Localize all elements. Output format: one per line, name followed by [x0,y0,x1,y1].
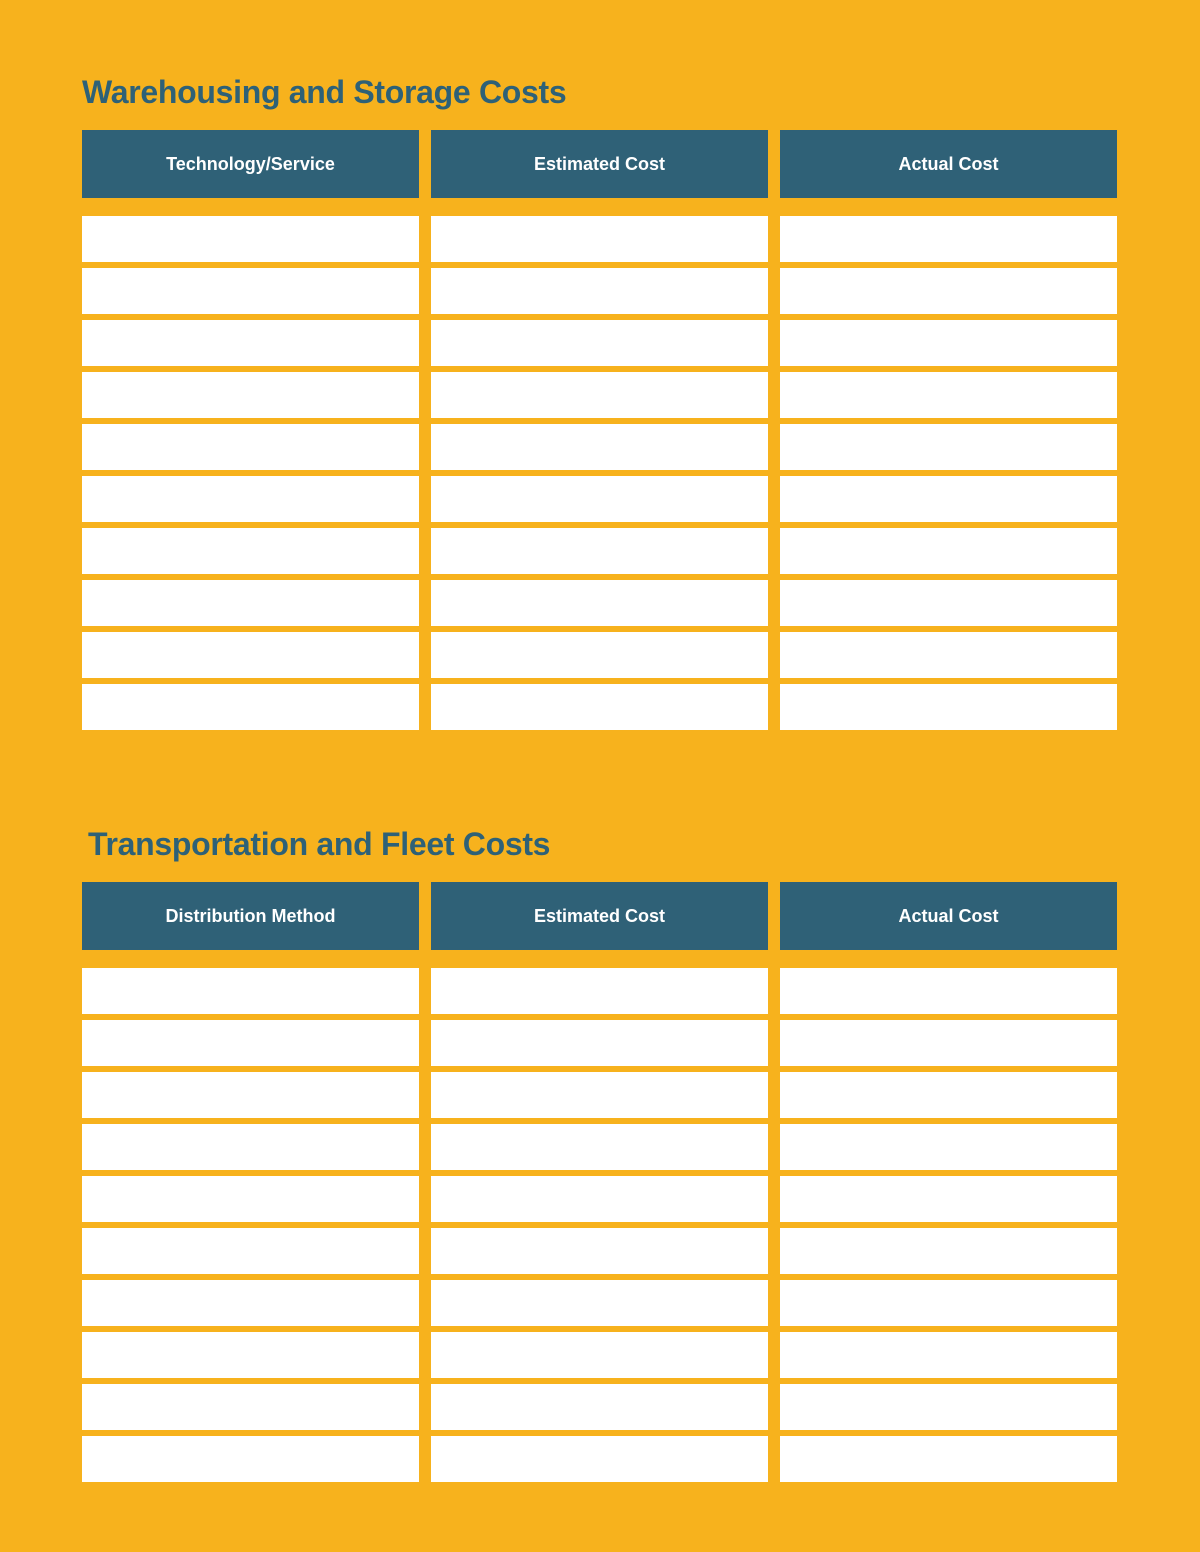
warehousing-table [82,130,1118,730]
table-cell[interactable] [82,1332,419,1378]
table-cell[interactable] [431,476,768,522]
column-header-actual-cost: Actual Cost [780,882,1117,950]
table-cell[interactable] [431,268,768,314]
table-cell[interactable] [82,216,419,262]
table-cell[interactable] [780,632,1117,678]
column-header-estimated-cost: Estimated Cost [431,130,768,198]
table-cell[interactable] [431,528,768,574]
table-column-body [780,216,1117,730]
table-cell[interactable] [431,1176,768,1222]
table-cell[interactable] [82,476,419,522]
table-cell[interactable] [780,1124,1117,1170]
table-cell[interactable] [780,1384,1117,1430]
table-cell[interactable] [431,1332,768,1378]
section-title: Transportation and Fleet Costs [88,826,551,862]
table-column-body [780,968,1117,1482]
table-cell[interactable] [431,1384,768,1430]
table-cell[interactable] [82,968,419,1014]
table-cell[interactable] [780,1228,1117,1274]
column-header-technology-service: Technology/Service [82,130,419,198]
table-cell[interactable] [82,1436,419,1482]
table-cell[interactable] [82,684,419,730]
table-cell[interactable] [82,320,419,366]
table-cell[interactable] [780,216,1117,262]
table-cell[interactable] [431,1436,768,1482]
column-header-actual-cost: Actual Cost [780,130,1117,198]
table-column-body [431,968,768,1482]
table-cell[interactable] [431,684,768,730]
table-cell[interactable] [82,1384,419,1430]
table-column-body [82,968,419,1482]
table-cell[interactable] [431,1072,768,1118]
table-cell[interactable] [431,424,768,470]
transportation-table [82,882,1118,1482]
table-cell[interactable] [780,1332,1117,1378]
table-cell[interactable] [780,684,1117,730]
table-cell[interactable] [431,1020,768,1066]
table-cell[interactable] [431,216,768,262]
table-cell[interactable] [780,372,1117,418]
table-cell[interactable] [82,424,419,470]
column-header-distribution-method: Distribution Method [82,882,419,950]
table-cell[interactable] [82,632,419,678]
table-cell[interactable] [780,580,1117,626]
table-cell[interactable] [431,1228,768,1274]
column-header-estimated-cost: Estimated Cost [431,882,768,950]
table-cell[interactable] [82,372,419,418]
table-cell[interactable] [780,968,1117,1014]
table-cell[interactable] [780,528,1117,574]
table-cell[interactable] [82,1072,419,1118]
table-cell[interactable] [82,580,419,626]
table-cell[interactable] [82,1280,419,1326]
table-cell[interactable] [780,1176,1117,1222]
table-cell[interactable] [82,268,419,314]
table-cell[interactable] [82,1124,419,1170]
table-cell[interactable] [82,1020,419,1066]
table-cell[interactable] [780,424,1117,470]
table-cell[interactable] [780,1072,1117,1118]
table-cell[interactable] [431,968,768,1014]
table-column-body [82,216,419,730]
table-cell[interactable] [780,268,1117,314]
table-cell[interactable] [780,1436,1117,1482]
table-cell[interactable] [431,580,768,626]
section-title: Warehousing and Storage Costs [82,74,567,110]
table-cell[interactable] [780,1020,1117,1066]
table-cell[interactable] [82,1228,419,1274]
table-cell[interactable] [780,1280,1117,1326]
table-cell[interactable] [82,1176,419,1222]
table-cell[interactable] [431,632,768,678]
table-cell[interactable] [431,1280,768,1326]
table-cell[interactable] [431,320,768,366]
table-cell[interactable] [780,320,1117,366]
table-column-body [431,216,768,730]
table-cell[interactable] [431,1124,768,1170]
table-cell[interactable] [82,528,419,574]
table-cell[interactable] [780,476,1117,522]
table-cell[interactable] [431,372,768,418]
